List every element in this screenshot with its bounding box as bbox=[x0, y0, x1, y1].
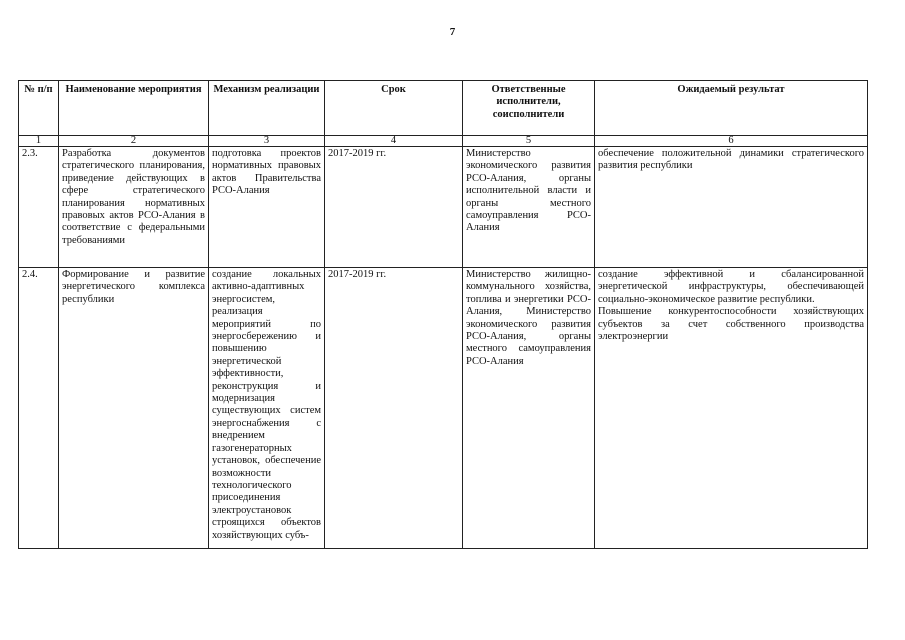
header-number: № п/п bbox=[19, 81, 59, 136]
term: 2017-2019 гг. bbox=[325, 268, 463, 549]
term: 2017-2019 гг. bbox=[325, 147, 463, 268]
table-header-row bbox=[19, 81, 868, 136]
column-number: 4 bbox=[325, 136, 463, 147]
mechanism: подготовка проектов нормативных правовых актов Правительства РСО-Алания bbox=[209, 147, 325, 268]
header-responsible: Ответственные исполнители, соисполнители bbox=[463, 81, 595, 136]
column-number: 5 bbox=[463, 136, 595, 147]
header-result: Ожидаемый результат bbox=[595, 81, 868, 136]
result-paragraph: обеспечение положительной динамики стратегического развития республики bbox=[598, 148, 864, 172]
result-paragraph: Повышение конкурентоспособности хозяйствующих субъектов за счет собственного производства электроэнергии bbox=[598, 306, 864, 343]
row-number: 2.4. bbox=[19, 268, 59, 549]
responsible: Министерство экономического развития РСО-Алания, органы исполнительной власти и органы местного самоуправления РСО-Алания bbox=[463, 147, 595, 268]
responsible: Министерство жилищно-коммунального хозяйства, топлива и энергетики РСО-Алания, Министерство экономического развития РСО-Алания, органы местного самоуправления РСО-Алания bbox=[463, 268, 595, 549]
mechanism: создание локальных активно-адаптивных энергосистем, реализация мероприятий по энергосбережению и повышению энергетической эффективности, реконструкция и модернизация существующих систем энергоснабжения с внедрением газогенераторных установок, обеспечение возможности технологического присоединения электроустановок строящихся объектов хозяйствующих субъ- bbox=[209, 268, 325, 549]
header-mechanism: Механизм реализации bbox=[209, 81, 325, 136]
expected-result bbox=[595, 268, 868, 549]
column-number: 6 bbox=[595, 136, 868, 147]
column-number: 1 bbox=[19, 136, 59, 147]
action-plan-table bbox=[18, 80, 868, 549]
column-number-row bbox=[19, 136, 868, 147]
row-number: 2.3. bbox=[19, 147, 59, 268]
expected-result bbox=[595, 147, 868, 268]
result-paragraph: создание эффективной и сбалансированной энергетической инфраструктуры, обеспечивающей социально-экономическое развитие республики. bbox=[598, 269, 864, 305]
column-number: 2 bbox=[59, 136, 209, 147]
table-row bbox=[19, 268, 868, 549]
table-row bbox=[19, 147, 868, 268]
header-term: Срок bbox=[325, 81, 463, 136]
column-number: 3 bbox=[209, 136, 325, 147]
header-event-name: Наименование мероприятия bbox=[59, 81, 209, 136]
page-number: 7 bbox=[449, 26, 456, 38]
event-name: Разработка документов стратегического планирования, приведение действующих в сфере стратегического планирования нормативных правовых актов РСО-Алания в соответствие с федеральными требованиями bbox=[59, 147, 209, 268]
event-name: Формирование и развитие энергетического комплекса республики bbox=[59, 268, 209, 549]
